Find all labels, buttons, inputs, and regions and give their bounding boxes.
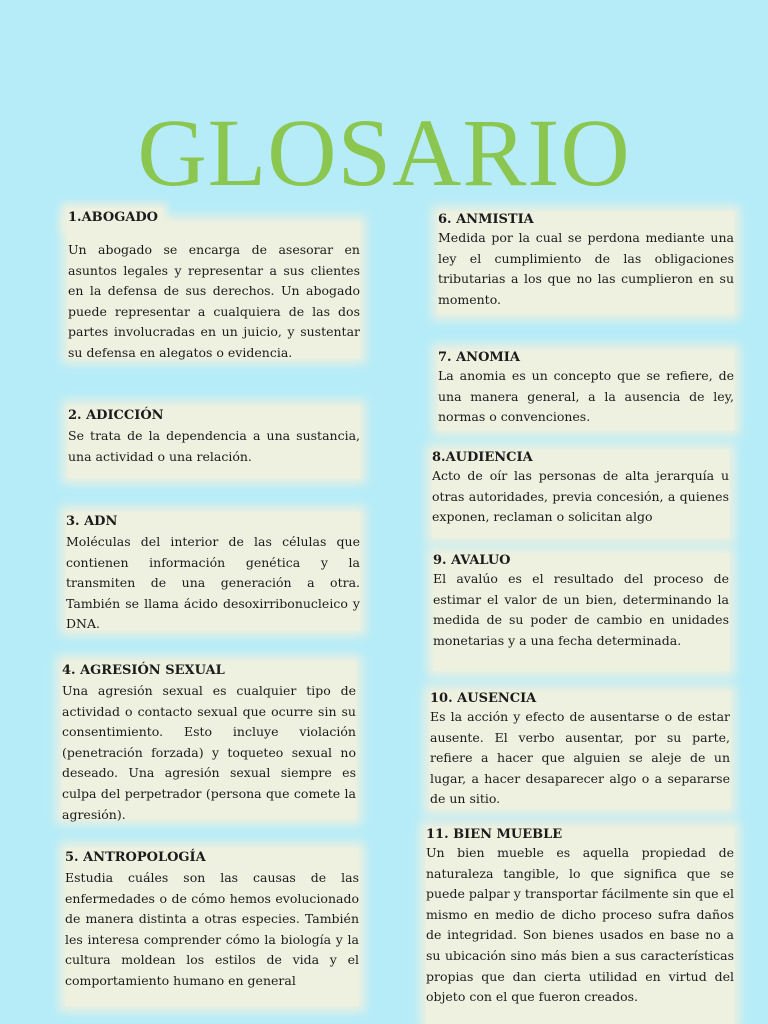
entry-heading: 3. ADN [66, 514, 118, 529]
entry-heading: 2. ADICCIÓN [68, 408, 164, 423]
entry-definition: Se trata de la dependencia a una sustancia, una actividad o una relación. [68, 428, 360, 464]
entry-heading: 8.AUDIENCIA [432, 450, 533, 465]
glossary-entry-bien-mueble [426, 827, 734, 1024]
entry-definition: Es la acción y efecto de ausentarse o de estar ausente. El verbo ausentar, por su parte, refiere a hacer que alguien se aleje de un lugar, a hacer desaparecer algo o a separarse de un sitio. [430, 709, 730, 807]
glossary-entry-ausencia [430, 691, 730, 809]
glossary-entry-anomia [438, 350, 734, 430]
glossary-entry-adn [66, 512, 360, 630]
entry-heading: 6. ANMISTIA [438, 212, 534, 227]
entry-heading: 5. ANTROPOLOGÍA [65, 850, 206, 865]
entry-definition: Un abogado se encarga de asesorar en asuntos legales y representar a sus clientes en la defensa de sus derechos. Un abogado puede representar a cualquiera de las dos partes involucradas en un juicio, y sustentar su defensa en alegatos o evidencia. [68, 242, 360, 360]
entry-definition: Una agresión sexual es cualquier tipo de actividad o contacto sexual que ocurre sin su consentimiento. Esto incluye violación (penetración forzada) y toqueteo sexual no deseado. Una agresión sexual siempre es culpa del perpetrador (persona que comete la agresión). [62, 683, 356, 822]
entry-heading: 4. AGRESIÓN SEXUAL [62, 663, 225, 678]
entry-heading: 10. AUSENCIA [430, 691, 537, 706]
glossary-entry-anmistia [438, 212, 734, 314]
entry-definition: Estudia cuáles son las causas de las enfermedades o de cómo hemos evolucionado de manera distinta a otras especies. También les interesa comprender cómo la biología y la cultura moldean los estilos de vida y el comportamiento humano en general [65, 870, 359, 988]
entry-definition: Medida por la cual se perdona mediante una ley el cumplimiento de las obligaciones tributarias a los que no las cumplieron en su momento. [438, 230, 734, 307]
glossary-entry-adiccion [68, 406, 360, 478]
page-title: GLOSARIO [137, 99, 631, 206]
glossary-entry-audiencia [432, 450, 729, 538]
entry-heading: 9. AVALUO [433, 553, 511, 568]
glossary-entry-avaluo [433, 553, 729, 671]
glossary-entry-abogado [68, 210, 360, 360]
entry-definition: Moléculas del interior de las células que contienen información genética y la transmiten de una generación a otra. También se llama ácido desoxirribonucleico y DNA. [66, 534, 360, 632]
entry-definition: El avalúo es el resultado del proceso de estimar el valor de un bien, determinando la medida de su poder de cambio en unidades monetarias y a una fecha determinada. [433, 571, 729, 648]
entry-definition: Acto de oír las personas de alta jerarquía u otras autoridades, previa concesión, a quienes exponen, reclaman o solicitan algo [432, 468, 729, 525]
entry-heading: 11. BIEN MUEBLE [426, 827, 563, 842]
glossary-entry-antropologia [65, 848, 359, 1006]
entry-heading: 7. ANOMIA [438, 350, 520, 365]
glossary-entry-agresion-sexual [62, 661, 356, 822]
entry-heading: 1.ABOGADO [66, 208, 162, 229]
entry-definition: La anomia es un concepto que se refiere, de una manera general, a la ausencia de ley, normas o convenciones. [438, 368, 734, 425]
entry-definition: Un bien mueble es aquella propiedad de naturaleza tangible, lo que significa que se puede palpar y transportar fácilmente sin que el mismo en medio de dicho proceso sufra daños de integridad. Son bienes usados en base no a su ubicación sino más bien a sus características propias que dan cierta utilidad en virtud del objeto con el que fueron creados. [426, 845, 734, 1005]
